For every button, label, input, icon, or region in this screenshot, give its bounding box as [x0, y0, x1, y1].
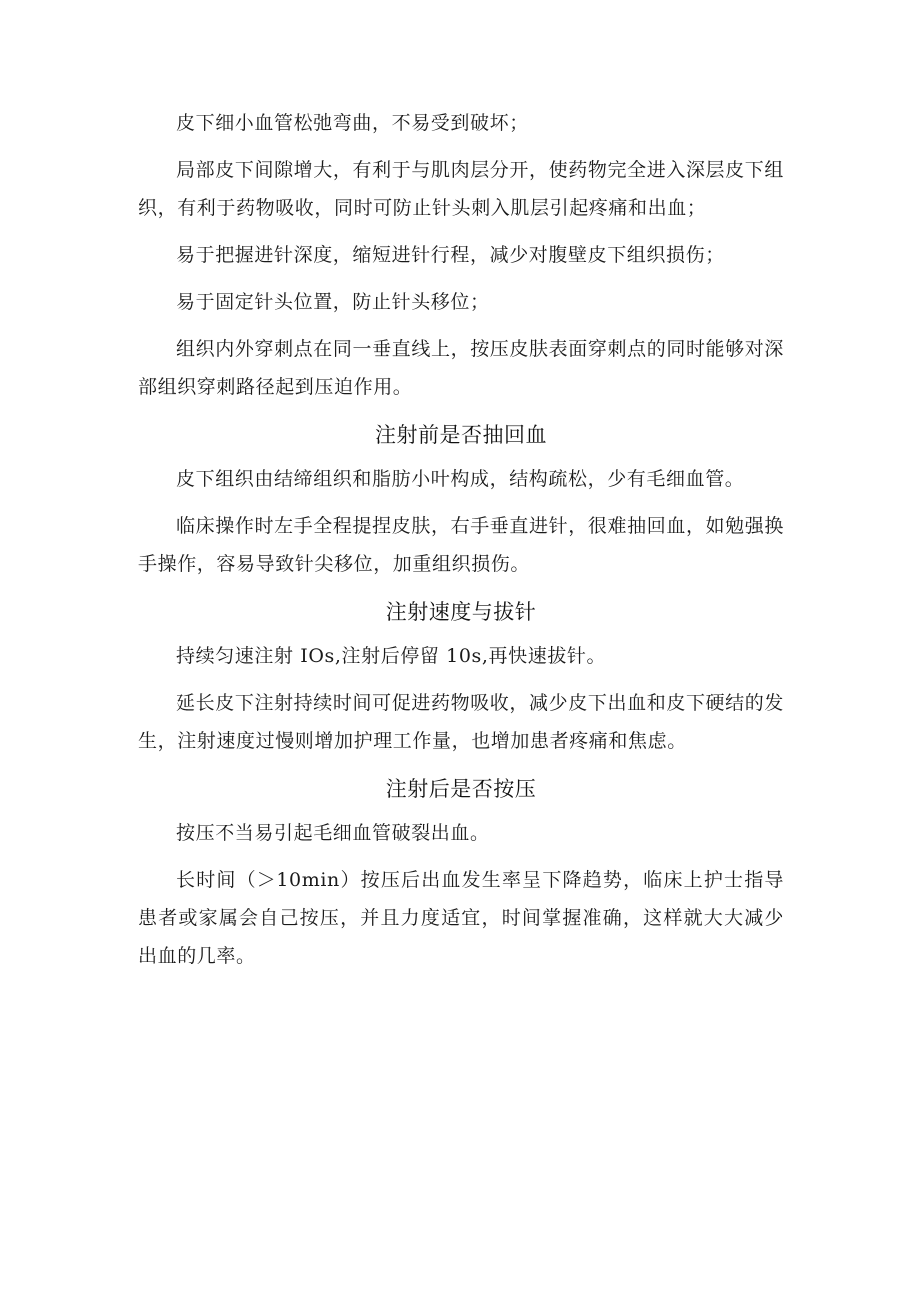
paragraph: 皮下组织由结缔组织和脂肪小叶构成，结构疏松，少有毛细血管。 — [176, 468, 745, 490]
section-heading: 注射后是否按压 — [385, 777, 537, 801]
paragraph: 长时间（＞10min）按压后出血发生率呈下降趋势，临床上护士指导患者或家属会自己按压，并且力度适宜，时间掌握准确，这样就大大减少出血的几率。 — [138, 869, 784, 967]
paragraph: 皮下细小血管松弛弯曲，不易受到破坏； — [176, 112, 529, 134]
document-body — [138, 104, 784, 984]
paragraph: 持续匀速注射 IOs,注射后停留 10s,再快速拔针。 — [176, 645, 607, 667]
paragraph: 临床操作时左手全程提捏皮肤，右手垂直进针，很难抽回血，如勉强换手操作，容易导致针尖移位，加重组织损伤。 — [138, 515, 784, 575]
paragraph: 延长皮下注射持续时间可促进药物吸收，减少皮下出血和皮下硬结的发生，注射速度过慢则增加护理工作量，也增加患者疼痛和焦虑。 — [138, 692, 784, 752]
paragraph: 易于把握进针深度，缩短进针行程，减少对腹壁皮下组织损伤； — [176, 244, 725, 266]
paragraph: 按压不当易引起毛细血管破裂出血。 — [176, 822, 490, 844]
section-heading: 注射前是否抽回血 — [375, 423, 547, 447]
paragraph: 组织内外穿刺点在同一垂直线上，按压皮肤表面穿刺点的同时能够对深部组织穿刺路径起到压迫作用。 — [138, 338, 784, 398]
paragraph: 局部皮下间隙增大，有利于与肌肉层分开，使药物完全进入深层皮下组织，有利于药物吸收，同时可防止针头刺入肌层引起疼痛和出血； — [138, 159, 784, 219]
section-heading: 注射速度与拔针 — [385, 600, 537, 624]
paragraph: 易于固定针头位置，防止针头移位； — [176, 291, 490, 313]
